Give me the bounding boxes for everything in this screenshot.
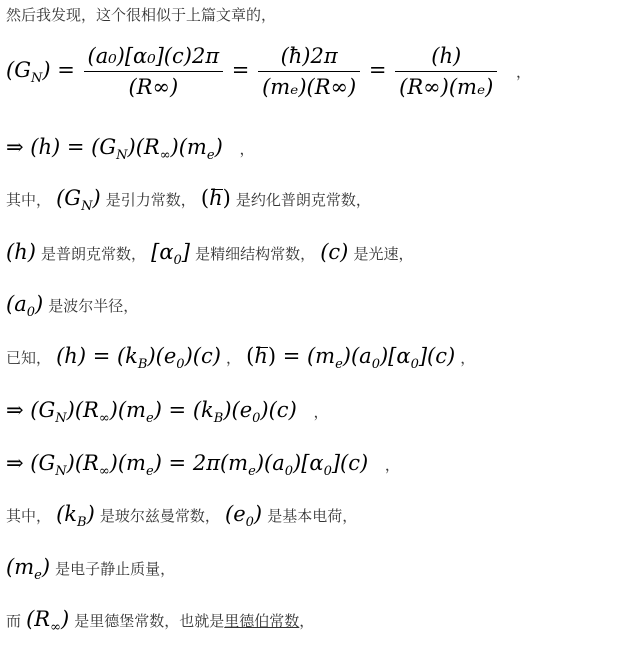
definition-rinf: 而 $(R_\infty)$ 是里德堡常数，也就是里德伯常数， xyxy=(6,607,315,635)
fraction-2: $\frac{(ħ)2\pi}{\text{(mₑ)(R∞)}}$ xyxy=(258,44,360,99)
intro-text: 然后我发现，这个很相似于上篇文章的， xyxy=(6,6,277,24)
known-relations: 已知， $(h) = (k_B)(e_0)(c)$ ， $(h) = (m_e)(a_0)[\alpha_0](c)$ ， xyxy=(6,344,476,372)
equation-product-2pi: ⇒ $(G_N)(R_\infty)(m_e) = 2\pi(m_e)(a_0)[\alpha_0](c)$ ， xyxy=(6,451,400,479)
definition-gn-hbar: 其中， $(G_N)$ 是引力常数， (h) 是约化普朗克常数， xyxy=(6,186,371,214)
definition-me: $(m_e)$ 是电子静止质量， xyxy=(6,555,176,583)
equation-gn-fractions: $(G_N)$ = $\frac{\text{(a₀)[α₀](c)2π}}{(R\infty)}$ = $\frac{(ħ)2\pi}{\text{(mₑ)(R∞)}}$ = $\frac{(h)}{\text{(R∞)(mₑ)}}$ ， xyxy=(6,44,531,99)
equation-product-kb-e0: ⇒ $(G_N)(R_\infty)(m_e) = (k_B)(e_0)(c)$ ， xyxy=(6,398,329,426)
definition-h-alpha-c: (h) 是普朗克常数， $[\alpha_0]$ 是精细结构常数， (c) 是光速， xyxy=(6,240,414,268)
fraction-1: $\frac{\text{(a₀)[α₀](c)2π}}{(R\infty)}$ xyxy=(84,44,224,99)
definition-a0: $(a_0)$ 是波尔半径， xyxy=(6,292,139,320)
definition-kb-e0: 其中， $(k_B)$ 是玻尔兹曼常数， $(e_0)$ 是基本电荷， xyxy=(6,502,358,530)
equation-h-derived: ⇒ $(h) = (G_N)(R_\infty)(m_e)$ ， xyxy=(6,135,255,163)
rydberg-constant-link[interactable]: 里德伯常数 xyxy=(224,612,300,630)
fraction-3: $\frac{(h)}{\text{(R∞)(mₑ)}}$ xyxy=(395,44,497,99)
